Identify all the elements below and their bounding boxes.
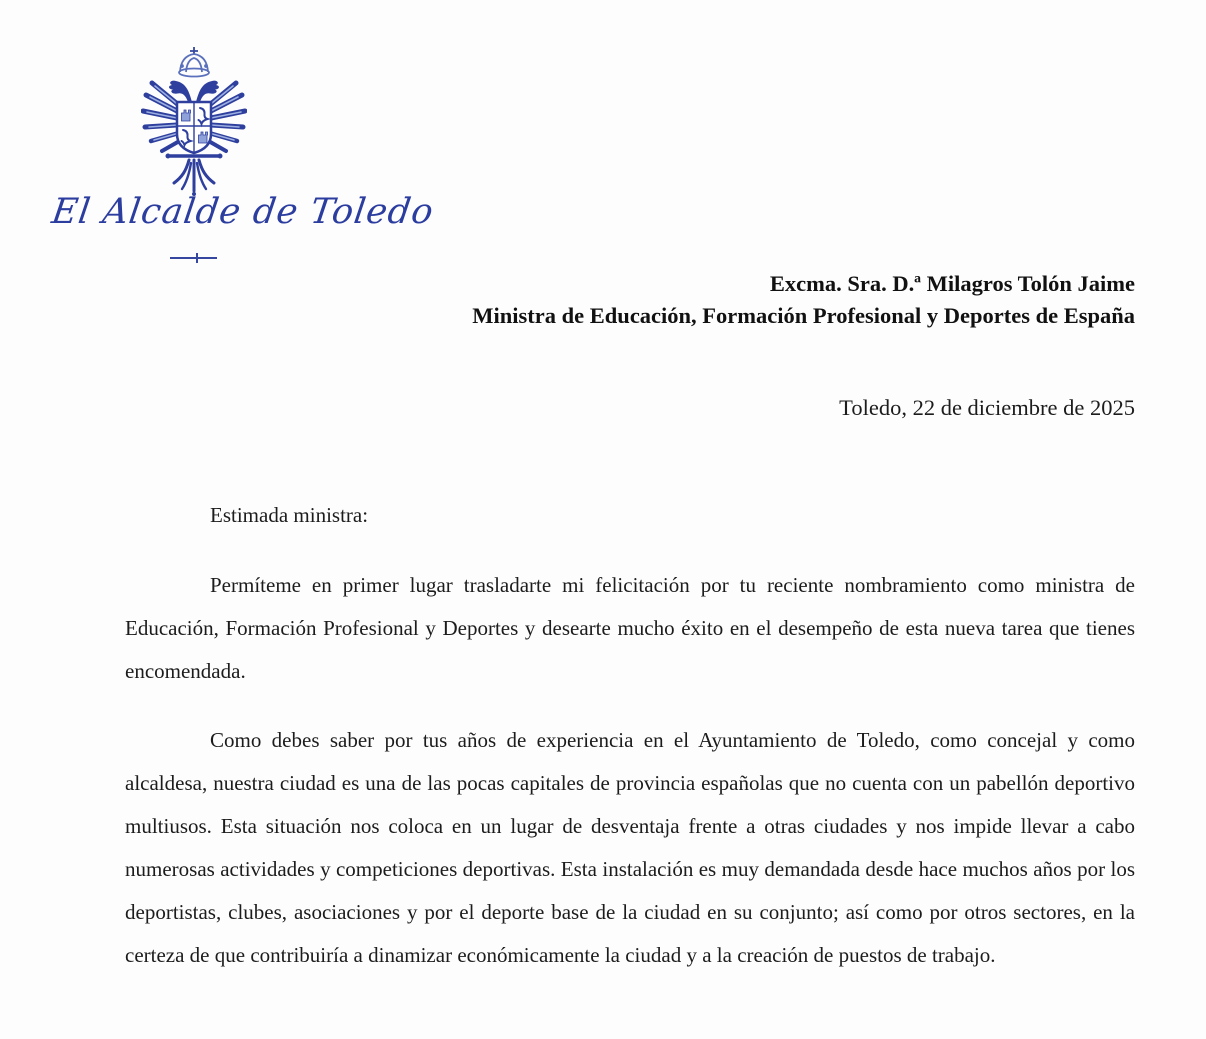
paragraph-1: Permíteme en primer lugar trasladarte mi felicitación por tu reciente nombramiento como ministra de Educación, Formación Profesional y Deportes y desearte mucho éxito en el desempeño de esta nueva tarea que tienes encomendada. bbox=[125, 573, 1135, 683]
recipient-title: Ministra de Educación, Formación Profesional y Deportes de España bbox=[472, 303, 1135, 328]
letter-body bbox=[125, 494, 1135, 977]
salutation: Estimada ministra: bbox=[210, 503, 369, 527]
letterhead-script-title: El Alcalde de Toledo bbox=[49, 192, 437, 232]
recipient-name: Excma. Sra. D.ª Milagros Tolón Jaime bbox=[769, 271, 1135, 296]
recipient-block bbox=[0, 268, 1135, 332]
toledo-coat-of-arms-icon bbox=[141, 44, 247, 196]
dateline: Toledo, 22 de diciembre de 2025 bbox=[839, 395, 1135, 420]
paragraph-2: Como debes saber por tus años de experiencia en el Ayuntamiento de Toledo, como concejal y como alcaldesa, nuestra ciudad es una de las pocas capitales de provincia españolas que no cuenta con un pabellón deportivo multiusos. Esta situación nos coloca en un lugar de desventaja frente a otras ciudades y nos impide llevar a cabo numerosas actividades y competiciones deportivas. Esta instalación es muy demandada desde hace muchos años por los deportistas, clubes, asociaciones y por el deporte base de la ciudad en su conjunto; así como por otros sectores, en la certeza de que contribuiría a dinamizar económicamente la ciudad y a la creación de puestos de trabajo. bbox=[125, 728, 1135, 967]
letterhead-rule bbox=[170, 257, 217, 259]
